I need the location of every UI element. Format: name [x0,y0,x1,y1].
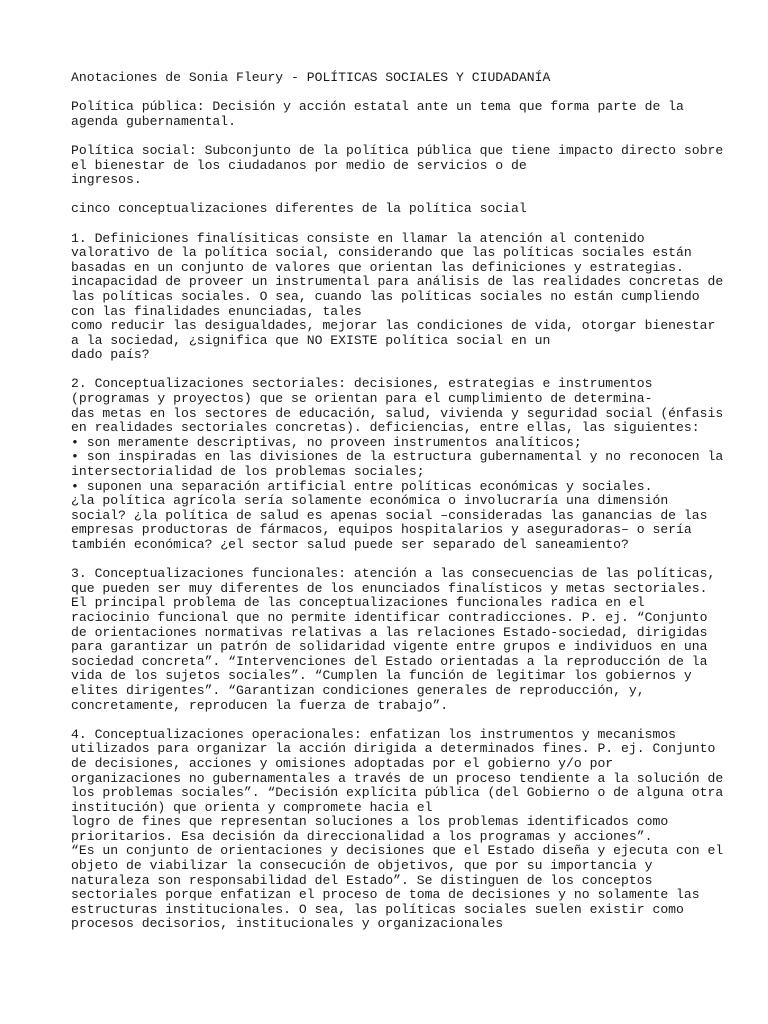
text-line: Política pública: Decisión y acción estatal ante un tema que forma parte de la [71,99,684,115]
section-heading [71,202,711,217]
text-line: para garantizar un patrón de solidaridad vigente entre grupos e individuos en una [71,639,708,655]
text-line: sociedad concreta”. “Intervenciones del Estado orientadas a la reproducción de la [71,653,708,669]
text-line: incapacidad de proveer un instrumental para análisis de las realidades concretas de [71,274,724,290]
document-title [71,71,711,86]
text-line: objeto de viabilizar la consecución de objetivos, que por su importancia y [71,858,653,874]
text-line: de orientaciones normativas relativas a las relaciones Estado-sociedad, dirigidas [71,624,708,640]
document-body [71,70,724,947]
bullet-line: • suponen una separación artificial entre políticas económicas y sociales. [71,478,653,494]
text-line: estructuras institucionales. O sea, las políticas sociales suelen existir como [71,901,684,917]
text-line: naturaleza son responsabilidad del Estado”. Se distinguen de los conceptos [71,872,653,888]
text-line: el bienestar de los ciudadanos por medio de servicios o de [71,157,527,173]
text-line: social? ¿la política de salud es apenas social –consideradas las ganancias de las [71,507,708,523]
text-line: valorativo de la política social, considerando que las políticas sociales están [71,245,692,261]
text-line: logro de fines que representan soluciones a los problemas identificados como [71,814,669,830]
text-line: “Es un conjunto de orientaciones y decisiones que el Estado diseña y ejecuta con el [71,843,724,859]
text-line: organizaciones no gubernamentales a través de un proceso tendiente a la solución de [71,770,724,786]
bullet-line: • son inspiradas en las divisiones de la estructura gubernamental y no reconocen la [71,449,724,465]
paragraph-conceptualizaciones-operacionales [71,726,724,932]
text-line: 2. Conceptualizaciones sectoriales: decisiones, estrategias e instrumentos [71,376,653,392]
text-line: institución) que orienta y compromete hacia el [71,799,433,815]
text-line: procesos decisorios, institucionales y organizacionales [71,916,504,932]
text-line: como reducir las desigualdades, mejorar las condiciones de vida, otorgar bienestar [71,318,716,334]
text-line: 4. Conceptualizaciones operacionales: enfatizan los instrumentos y mecanismos [71,726,677,742]
text-line: también económica? ¿el sector salud puede ser separado del saneamiento? [71,537,629,552]
text-line: basadas en un conjunto de valores que orientan las definiciones y estrategias. [71,259,684,275]
text-line: empresas productoras de fármacos, equipos hospitalarios y aseguradoras– o sería [71,522,692,538]
text-line: los problemas sociales”. “Decisión explícita pública (del Gobierno o de alguna otra [71,785,724,801]
text-line: utilizados para organizar la acción dirigida a determinados fines. P. ej. Conjunto [71,741,716,757]
text-line: cinco conceptualizaciones diferentes de la política social [71,201,527,217]
text-line: sectoriales porque enfatizan el proceso de toma de decisiones y no solamente las [71,887,700,903]
text-line: 1. Definiciones finalísiticas consiste en llamar la atención al contenido [71,230,645,246]
text-line: Política social: Subconjunto de la política pública que tiene impacto directo sobre [71,142,724,158]
text-line: concretamente, reproducen la fuerza de trabajo”. [71,697,449,713]
bullet-line: • son meramente descriptivas, no proveen instrumentos analíticos; [71,434,582,450]
text-line: dado país? [71,347,150,363]
text-line: en realidades sectoriales concretas). deficiencias, entre ellas, las siguientes: [71,420,700,436]
text-line: ¿la política agrícola sería solamente económica o involucraría una dimensión [71,493,669,509]
text-line: que pueden ser muy diferentes de los enunciados finalísticos y metas sectoriales. [71,580,708,596]
text-line: das metas en los sectores de educación, salud, vivienda y seguridad social (énfasis [71,405,724,421]
text-line: agenda gubernamental. [71,113,237,129]
paragraph-conceptualizaciones-sectoriales [71,376,724,552]
text-line: raciocinio funcional que no permite identificar contradicciones. P. ej. “Conjunto [71,609,708,625]
text-line: intersectorialidad de los problemas sociales; [71,464,425,480]
paragraph-politica-publica [71,100,711,129]
text-line: elites dirigentes”. “Garantizan condiciones generales de reproducción, y, [71,682,645,698]
paragraph-politica-social [71,142,724,188]
text-line: prioritarios. Esa decisión da direccionalidad a los programas y acciones”. [71,828,653,844]
text-line: ingresos. [71,172,142,188]
text-line: 3. Conceptualizaciones funcionales: atención a las consecuencias de las políticas, [71,566,716,582]
text-line: El principal problema de las conceptualizaciones funcionales radica en el [71,595,645,611]
paragraph-definiciones-finalisticas [71,230,724,363]
text-line: Anotaciones de Sonia Fleury - POLÍTICAS SOCIALES Y CIUDADANÍA [71,70,551,85]
text-line: de decisiones, acciones y omisiones adoptadas por el gobierno y/o por [71,755,614,771]
paragraph-conceptualizaciones-funcionales [71,566,716,713]
text-line: con las finalidades enunciadas, tales [71,303,362,319]
text-line: (programas y proyectos) que se orientan para el cumplimiento de determina- [71,391,653,407]
text-line: vida de los sujetos sociales”. “Cumplen la función de legitimar los gobiernos y [71,668,692,684]
text-line: las políticas sociales. O sea, cuando las políticas sociales no están cumpliendo [71,288,700,304]
text-line: a la sociedad, ¿significa que NO EXISTE política social en un [71,332,551,348]
